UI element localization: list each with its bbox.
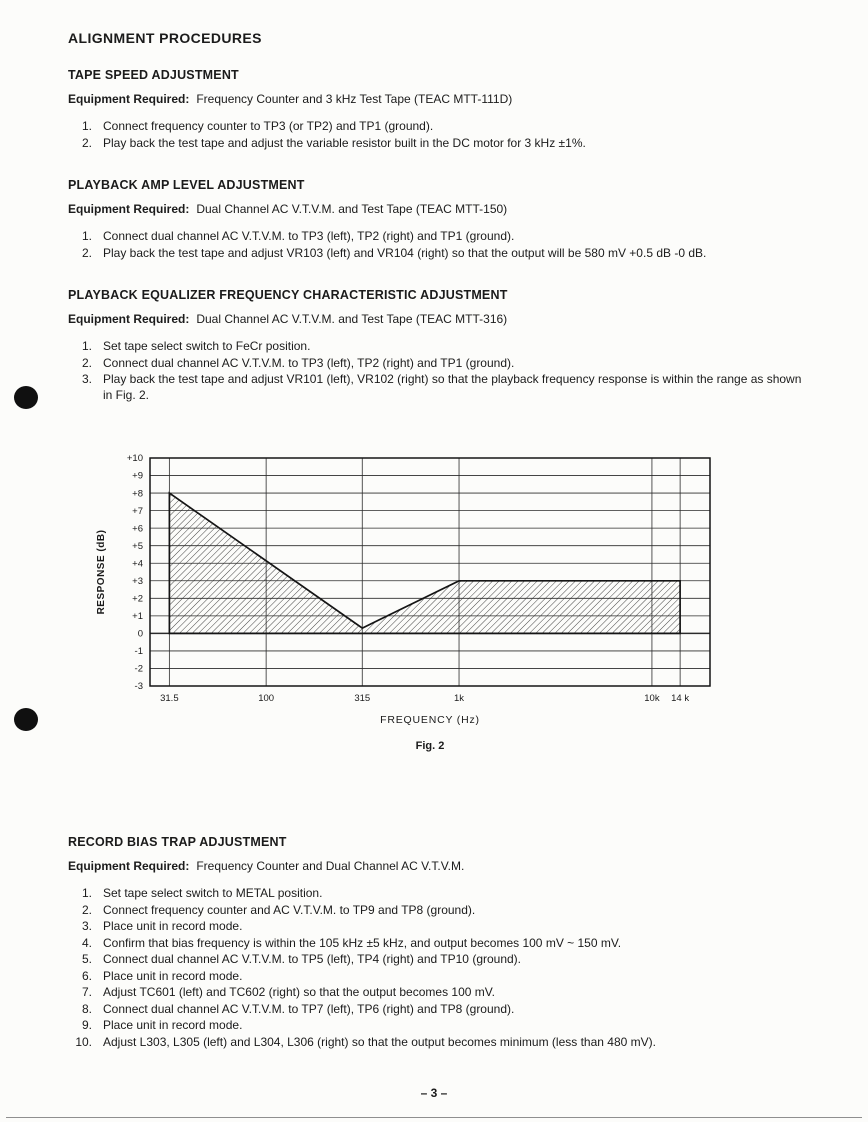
- step-item: [68, 1035, 812, 1051]
- scan-edge-artifact: [6, 1117, 862, 1119]
- svg-text:+8: +8: [132, 488, 143, 500]
- step-number: 1.: [81, 339, 92, 353]
- equipment-line: [68, 202, 812, 216]
- step-item: [68, 985, 812, 1001]
- svg-text:31.5: 31.5: [160, 693, 179, 704]
- step-number: 4.: [81, 935, 92, 950]
- svg-text:100: 100: [258, 693, 275, 704]
- section-tape-speed-adjustment: [68, 68, 812, 152]
- response-chart: [80, 446, 780, 730]
- svg-text:10k: 10k: [644, 693, 660, 704]
- steps-list: [68, 886, 812, 1050]
- step-item: [68, 372, 812, 403]
- equipment-label: Equipment Required:: [68, 92, 190, 106]
- step-item: [68, 919, 812, 935]
- svg-text:+6: +6: [132, 523, 143, 535]
- step-number: 7.: [81, 985, 92, 999]
- step-item: [68, 1018, 812, 1034]
- section-playback-amp-level-adjustment: [68, 178, 812, 262]
- svg-text:+5: +5: [132, 540, 143, 552]
- svg-text:-1: -1: [134, 646, 143, 658]
- equipment-line: [68, 92, 812, 106]
- steps-list: [68, 229, 812, 261]
- step-number: 2.: [81, 355, 92, 370]
- equipment-label: Equipment Required:: [68, 202, 190, 216]
- step-text: Connect dual channel AC V.T.V.M. to TP3 (left), TP2 (right) and TP1 (ground).: [103, 355, 515, 370]
- equipment-label: Equipment Required:: [68, 312, 190, 326]
- section-heading: PLAYBACK EQUALIZER FREQUENCY CHARACTERISTIC ADJUSTMENT: [68, 288, 508, 302]
- figure-2: [80, 446, 780, 752]
- step-item: [68, 119, 812, 135]
- step-number: 3.: [81, 372, 92, 386]
- section-heading: TAPE SPEED ADJUSTMENT: [68, 68, 239, 82]
- equipment-label: Equipment Required:: [68, 859, 190, 873]
- step-number: 10.: [75, 1034, 92, 1049]
- section-heading: RECORD BIAS TRAP ADJUSTMENT: [68, 835, 287, 849]
- svg-text:+10: +10: [126, 453, 143, 465]
- svg-text:FREQUENCY (Hz): FREQUENCY (Hz): [380, 714, 480, 726]
- equipment-value: Dual Channel AC V.T.V.M. and Test Tape (TEAC MTT-150): [196, 202, 508, 216]
- step-item: [68, 1002, 812, 1018]
- svg-text:+7: +7: [132, 505, 143, 517]
- step-text: Connect frequency counter to TP3 (or TP2) and TP1 (ground).: [103, 119, 434, 133]
- step-text: Connect dual channel AC V.T.V.M. to TP7 (left), TP6 (right) and TP8 (ground).: [103, 1001, 515, 1016]
- svg-text:1k: 1k: [454, 693, 465, 704]
- step-text: Play back the test tape and adjust VR101 (left), VR102 (right) so that the playback frequency response is within the range as shown in Fig. 2.: [103, 372, 802, 402]
- svg-text:0: 0: [137, 628, 143, 640]
- step-text: Play back the test tape and adjust the variable resistor built in the DC motor for 3 kHz ±1%.: [103, 135, 586, 150]
- svg-text:+2: +2: [132, 593, 143, 605]
- step-text: Set tape select switch to METAL position.: [103, 886, 323, 900]
- step-text: Place unit in record mode.: [103, 1018, 243, 1032]
- step-text: Place unit in record mode.: [103, 968, 243, 983]
- svg-text:315: 315: [354, 693, 371, 704]
- equipment-value: Dual Channel AC V.T.V.M. and Test Tape (TEAC MTT-316): [196, 312, 508, 326]
- step-text: Set tape select switch to FeCr position.: [103, 339, 311, 353]
- svg-text:-3: -3: [134, 681, 143, 693]
- step-text: Adjust TC601 (left) and TC602 (right) so that the output becomes 100 mV.: [103, 985, 495, 999]
- section-playback-equalizer-adjustment: [68, 288, 812, 404]
- step-item: [68, 229, 812, 245]
- step-number: 8.: [81, 1001, 92, 1016]
- step-number: 2.: [81, 245, 92, 260]
- page-number: – 3 –: [420, 1086, 448, 1100]
- svg-text:14 k: 14 k: [671, 693, 690, 704]
- equipment-line: [68, 859, 812, 873]
- svg-text:RESPONSE (dB): RESPONSE (dB): [96, 529, 107, 615]
- equipment-value: Frequency Counter and Dual Channel AC V.T.V.M.: [196, 859, 465, 873]
- svg-text:+1: +1: [132, 611, 143, 623]
- page-title: ALIGNMENT PROCEDURES: [68, 30, 262, 46]
- step-item: [68, 136, 812, 152]
- step-number: 3.: [81, 919, 92, 933]
- section-record-bias-trap-adjustment: [68, 835, 812, 1051]
- step-item: [68, 356, 812, 372]
- steps-list: [68, 119, 812, 151]
- svg-text:-2: -2: [134, 663, 143, 675]
- step-text: Confirm that bias frequency is within the 105 kHz ±5 kHz, and output becomes 100 mV ~ 150 mV.: [103, 935, 622, 950]
- step-text: Connect dual channel AC V.T.V.M. to TP5 (left), TP4 (right) and TP10 (ground).: [103, 952, 522, 966]
- step-number: 1.: [81, 886, 92, 900]
- figure-caption: Fig. 2: [415, 740, 445, 752]
- step-item: [68, 952, 812, 968]
- step-text: Place unit in record mode.: [103, 919, 243, 933]
- step-item: [68, 936, 812, 952]
- step-number: 9.: [81, 1018, 92, 1032]
- step-text: Adjust L303, L305 (left) and L304, L306 (right) so that the output becomes minimum (less than 480 mV).: [103, 1034, 656, 1049]
- svg-text:+3: +3: [132, 575, 143, 587]
- step-text: Connect frequency counter and AC V.T.V.M. to TP9 and TP8 (ground).: [103, 902, 476, 917]
- step-item: [68, 969, 812, 985]
- equipment-value: Frequency Counter and 3 kHz Test Tape (TEAC MTT-111D): [196, 92, 513, 106]
- step-text: Connect dual channel AC V.T.V.M. to TP3 (left), TP2 (right) and TP1 (ground).: [103, 229, 515, 243]
- steps-list: [68, 339, 812, 403]
- step-number: 1.: [81, 119, 92, 133]
- step-number: 2.: [81, 135, 92, 150]
- step-item: [68, 246, 812, 262]
- svg-text:+4: +4: [132, 558, 143, 570]
- step-number: 6.: [81, 968, 92, 983]
- svg-text:+9: +9: [132, 470, 143, 482]
- section-heading: PLAYBACK AMP LEVEL ADJUSTMENT: [68, 178, 305, 192]
- step-number: 5.: [81, 952, 92, 966]
- step-item: [68, 339, 812, 355]
- equipment-line: [68, 312, 812, 326]
- step-number: 1.: [81, 229, 92, 243]
- step-item: [68, 886, 812, 902]
- step-text: Play back the test tape and adjust VR103 (left) and VR104 (right) so that the output will be 580 mV +0.5 dB -0 dB.: [103, 245, 707, 260]
- step-item: [68, 903, 812, 919]
- step-number: 2.: [81, 902, 92, 917]
